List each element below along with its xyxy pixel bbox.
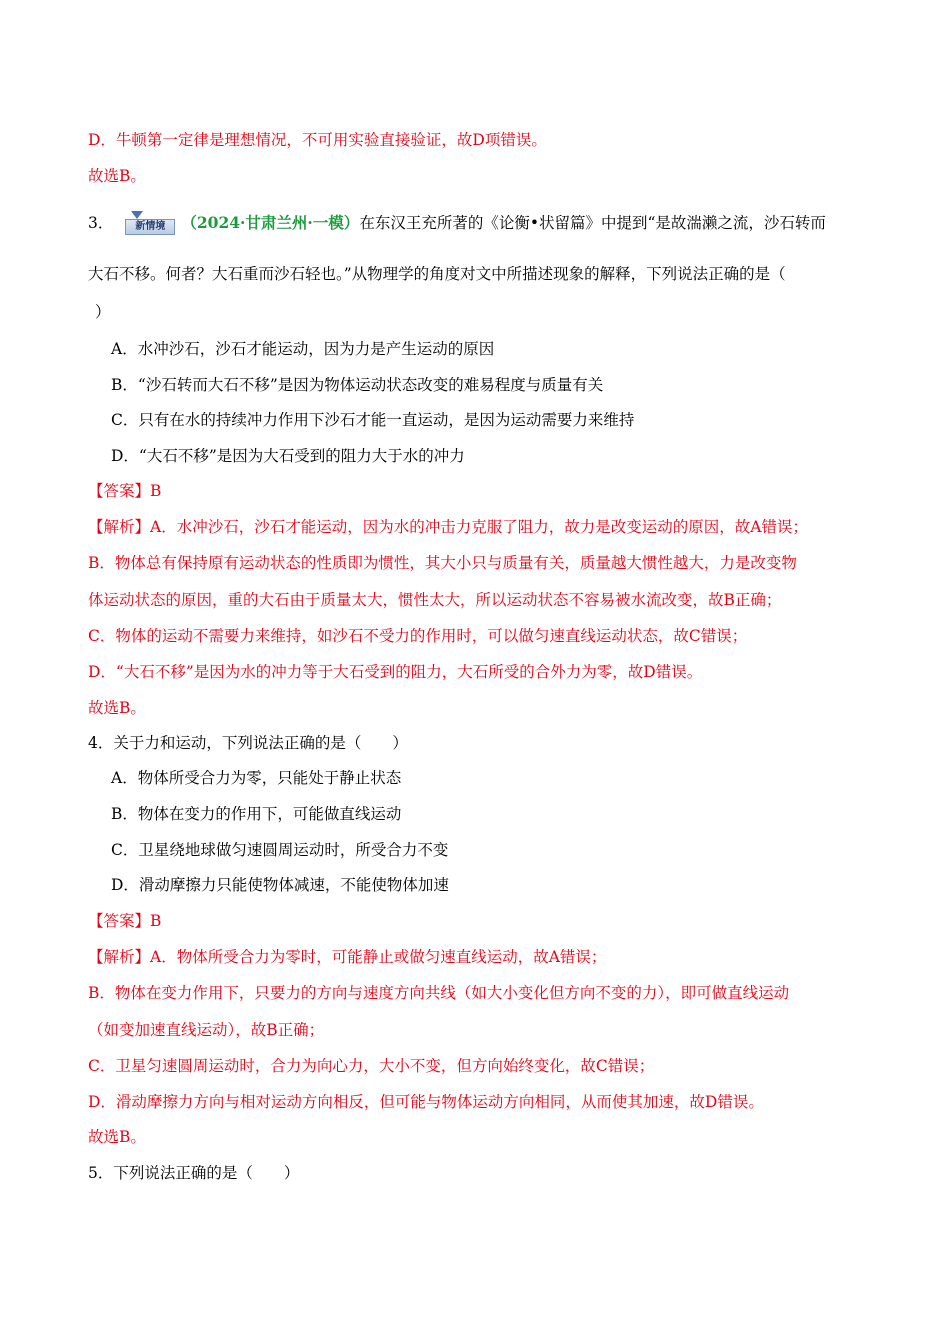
question-3-stem-line-1 [88,212,826,234]
question-4-analysis-line: （如变加速直线运动），故B正确； [88,1021,325,1039]
question-4-option-a: A．物体所受合力为零，只能处于静止状态 [111,769,402,787]
question-4-analysis-line: B．物体在变力作用下，只要力的方向与速度方向共线（如大小变化但方向不变的力），即可做直线运动 [88,984,790,1002]
question-3-option-d: D．“大石不移”是因为大石受到的阻力大于水的冲力 [111,447,465,465]
question-4-option-d: D．滑动摩擦力只能使物体减速，不能使物体加速 [111,876,449,894]
question-4-answer: 【答案】B [88,912,162,930]
question-3-analysis-line: 体运动状态的原因，重的大石由于质量太大，惯性太大，所以运动状态不容易被水流改变，故B正确； [88,591,782,609]
question-3-analysis-line: B．物体总有保持原有运动状态的性质即为惯性，其大小只与质量有关，质量越大惯性越大，力是改变物 [88,554,797,572]
question-3-analysis-line: D．“大石不移”是因为水的冲力等于大石受到的阻力，大石所受的合外力为零，故D错误。 [88,663,703,681]
question-number: 3． [88,214,114,232]
question-4-conclusion: 故选B。 [88,1128,146,1146]
new-context-badge-icon: 新情境 [125,215,175,233]
question-3-analysis-line: 【解析】A．水冲沙石，沙石才能运动，因为水的冲击力克服了阻力，故力是改变运动的原因，故A错误； [88,518,808,536]
question-source: （2024·甘肃兰州·一模） [181,213,360,232]
question-3-option-b: B．“沙石转而大石不移”是因为物体运动状态改变的难易程度与质量有关 [111,376,604,394]
question-3-answer: 【答案】B [88,482,162,500]
prev-conclusion: 故选B。 [88,167,146,185]
question-3-option-a: A．水冲沙石，沙石才能运动，因为力是产生运动的原因 [111,340,495,358]
question-4-analysis-line: 【解析】A．物体所受合力为零时，可能静止或做匀速直线运动，故A错误； [88,948,607,966]
question-4-stem: 4．关于力和运动，下列说法正确的是（ ） [88,734,408,752]
question-4-option-c: C．卫星绕地球做匀速圆周运动时，所受合力不变 [111,841,449,859]
question-3-option-c: C．只有在水的持续冲力作用下沙石才能一直运动，是因为运动需要力来维持 [111,411,635,429]
question-3-stem-line-2: 大石不移。何者？大石重而沙石轻也。”从物理学的角度对文中所描述现象的解释，下列说法正确的是（ [88,265,786,283]
question-3-conclusion: 故选B。 [88,699,146,717]
question-4-analysis-line: C．卫星匀速圆周运动时，合力为向心力，大小不变，但方向始终变化，故C错误； [88,1057,655,1075]
prev-option-d-analysis: D．牛顿第一定律是理想情况，不可用实验直接验证，故D项错误。 [88,131,547,149]
question-stem-text: 在东汉王充所著的《论衡•状留篇》中提到“是故湍濑之流，沙石转而 [359,214,826,232]
question-4-option-b: B．物体在变力的作用下，可能做直线运动 [111,805,402,823]
question-3-analysis-line: C．物体的运动不需要力来维持，如沙石不受力的作用时，可以做匀速直线运动状态，故C错误； [88,627,748,645]
question-4-analysis-line: D．滑动摩擦力方向与相对运动方向相反，但可能与物体运动方向相同，从而使其加速，故D错误。 [88,1093,764,1111]
question-3-stem-line-3: ） [95,303,111,321]
question-5-stem: 5．下列说法正确的是（ ） [88,1164,300,1182]
